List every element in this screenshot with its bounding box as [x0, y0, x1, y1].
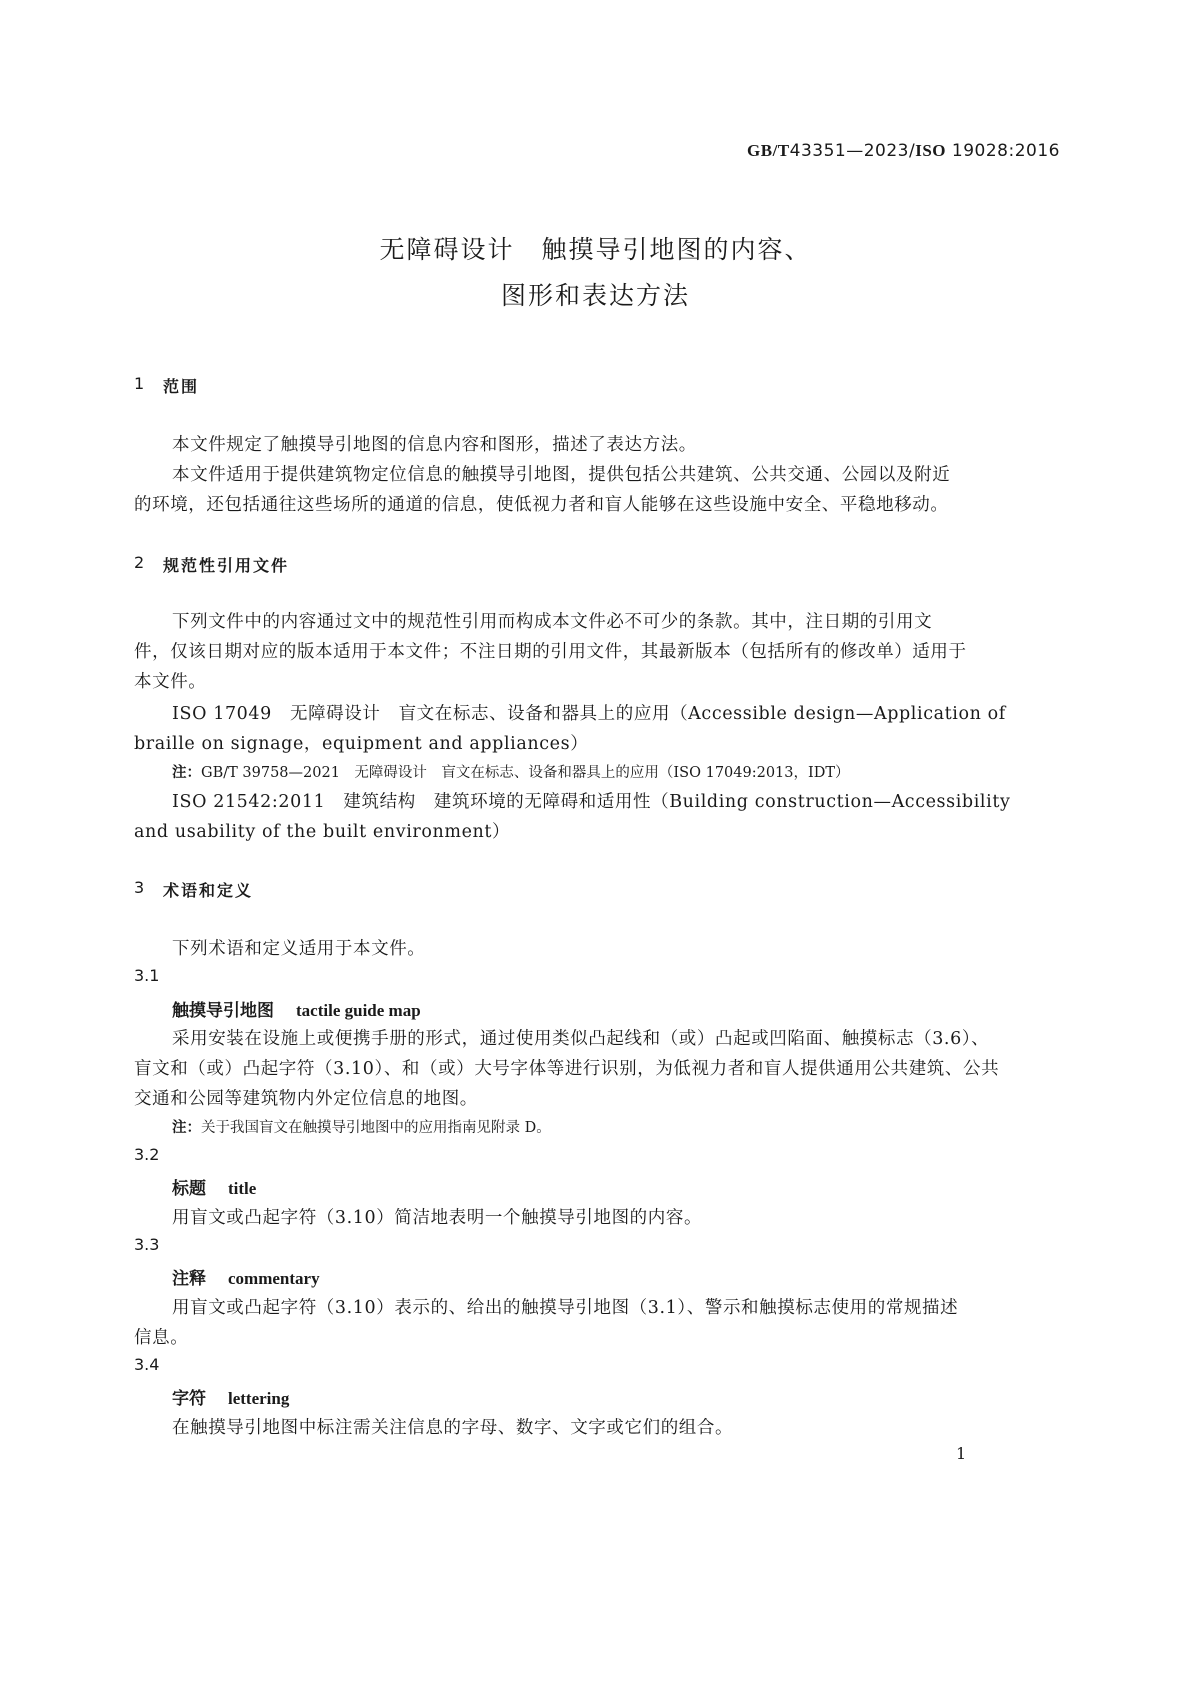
section-2-paragraph-line-3: 本文件。: [134, 672, 207, 692]
term-3-4-definition: 在触摸导引地图中标注需关注信息的字母、数字、文字或它们的组合。: [172, 1418, 734, 1438]
reference-iso-17049-line-2: braille on signage，equipment and appliances）: [134, 734, 589, 754]
term-3-3-heading: 注释 commentary: [172, 1269, 320, 1289]
document-title-line-2: 图形和表达方法: [500, 281, 690, 310]
section-2-paragraph-line-2: 件，仅该日期对应的版本适用于本文件；不注日期的引用文件，其最新版本（包括所有的修改单）适用于: [134, 642, 967, 662]
term-3-1-definition-line-2: 盲文和（或）凸起字符（3.10）、和（或）大号字体等进行识别，为低视力者和盲人提供通用公共建筑、公共: [134, 1059, 1000, 1079]
section-1-paragraph-2-line-1: 本文件适用于提供建筑物定位信息的触摸导引地图，提供包括公共建筑、公共交通、公园以及附近: [172, 465, 951, 485]
term-3-1-number: 3.1: [134, 966, 160, 985]
term-3-2-heading: 标题 title: [172, 1179, 257, 1199]
term-3-3-definition-line-1: 用盲文或凸起字符（3.10）表示的、给出的触摸导引地图（3.1）、警示和触摸标志使用的常规描述: [172, 1298, 959, 1318]
term-3-4-number: 3.4: [134, 1355, 160, 1374]
reference-iso-17049-line-1: ISO 17049 无障碍设计 盲文在标志、设备和器具上的应用（Accessible design—Application of: [172, 704, 1006, 724]
standard-code: GB/T43351—2023/ISO 19028:2016: [747, 141, 1060, 161]
section-2-number: 2: [134, 553, 145, 572]
section-2-heading: 规范性引用文件: [163, 556, 290, 575]
term-3-1-heading: 触摸导引地图 tactile guide map: [172, 1001, 421, 1021]
reference-iso-21542-line-1: ISO 21542:2011 建筑结构 建筑环境的无障碍和适用性（Building construction—Accessibility: [172, 792, 1011, 812]
document-title-line-1: 无障碍设计 触摸导引地图的内容、: [379, 235, 812, 264]
term-3-3-definition-line-2: 信息。: [134, 1328, 189, 1348]
term-3-1-definition-line-1: 采用安装在设施上或便携手册的形式，通过使用类似凸起线和（或）凸起或凹陷面、触摸标志（3.6）、: [172, 1029, 990, 1049]
section-3-intro: 下列术语和定义适用于本文件。: [172, 939, 426, 959]
term-3-1-definition-line-3: 交通和公园等建筑物内外定位信息的地图。: [134, 1089, 478, 1109]
section-3-heading: 术语和定义: [163, 881, 254, 900]
section-1-heading: 范围: [163, 377, 200, 396]
section-1-paragraph-2-line-2: 的环境，还包括通往这些场所的通道的信息，使低视力者和盲人能够在这些设施中安全、平稳地移动。: [134, 495, 949, 515]
section-1-number: 1: [134, 374, 145, 393]
page-number: 1: [956, 1444, 967, 1463]
section-1-paragraph-1: 本文件规定了触摸导引地图的信息内容和图形，描述了表达方法。: [172, 435, 697, 455]
term-3-2-number: 3.2: [134, 1145, 160, 1164]
term-3-4-heading: 字符 lettering: [172, 1389, 290, 1409]
reference-iso-21542-line-2: and usability of the built environment）: [134, 822, 511, 842]
term-3-3-number: 3.3: [134, 1235, 160, 1254]
section-2-paragraph-line-1: 下列文件中的内容通过文中的规范性引用而构成本文件必不可少的条款。其中，注日期的引用文: [172, 612, 933, 632]
section-3-number: 3: [134, 878, 145, 897]
term-3-2-definition: 用盲文或凸起字符（3.10）简洁地表明一个触摸导引地图的内容。: [172, 1208, 703, 1228]
reference-note: 注：GB/T 39758—2021 无障碍设计 盲文在标志、设备和器具上的应用（ISO 17049:2013，IDT）: [172, 765, 850, 781]
term-3-1-note: 注：关于我国盲文在触摸导引地图中的应用指南见附录 D。: [172, 1120, 551, 1136]
